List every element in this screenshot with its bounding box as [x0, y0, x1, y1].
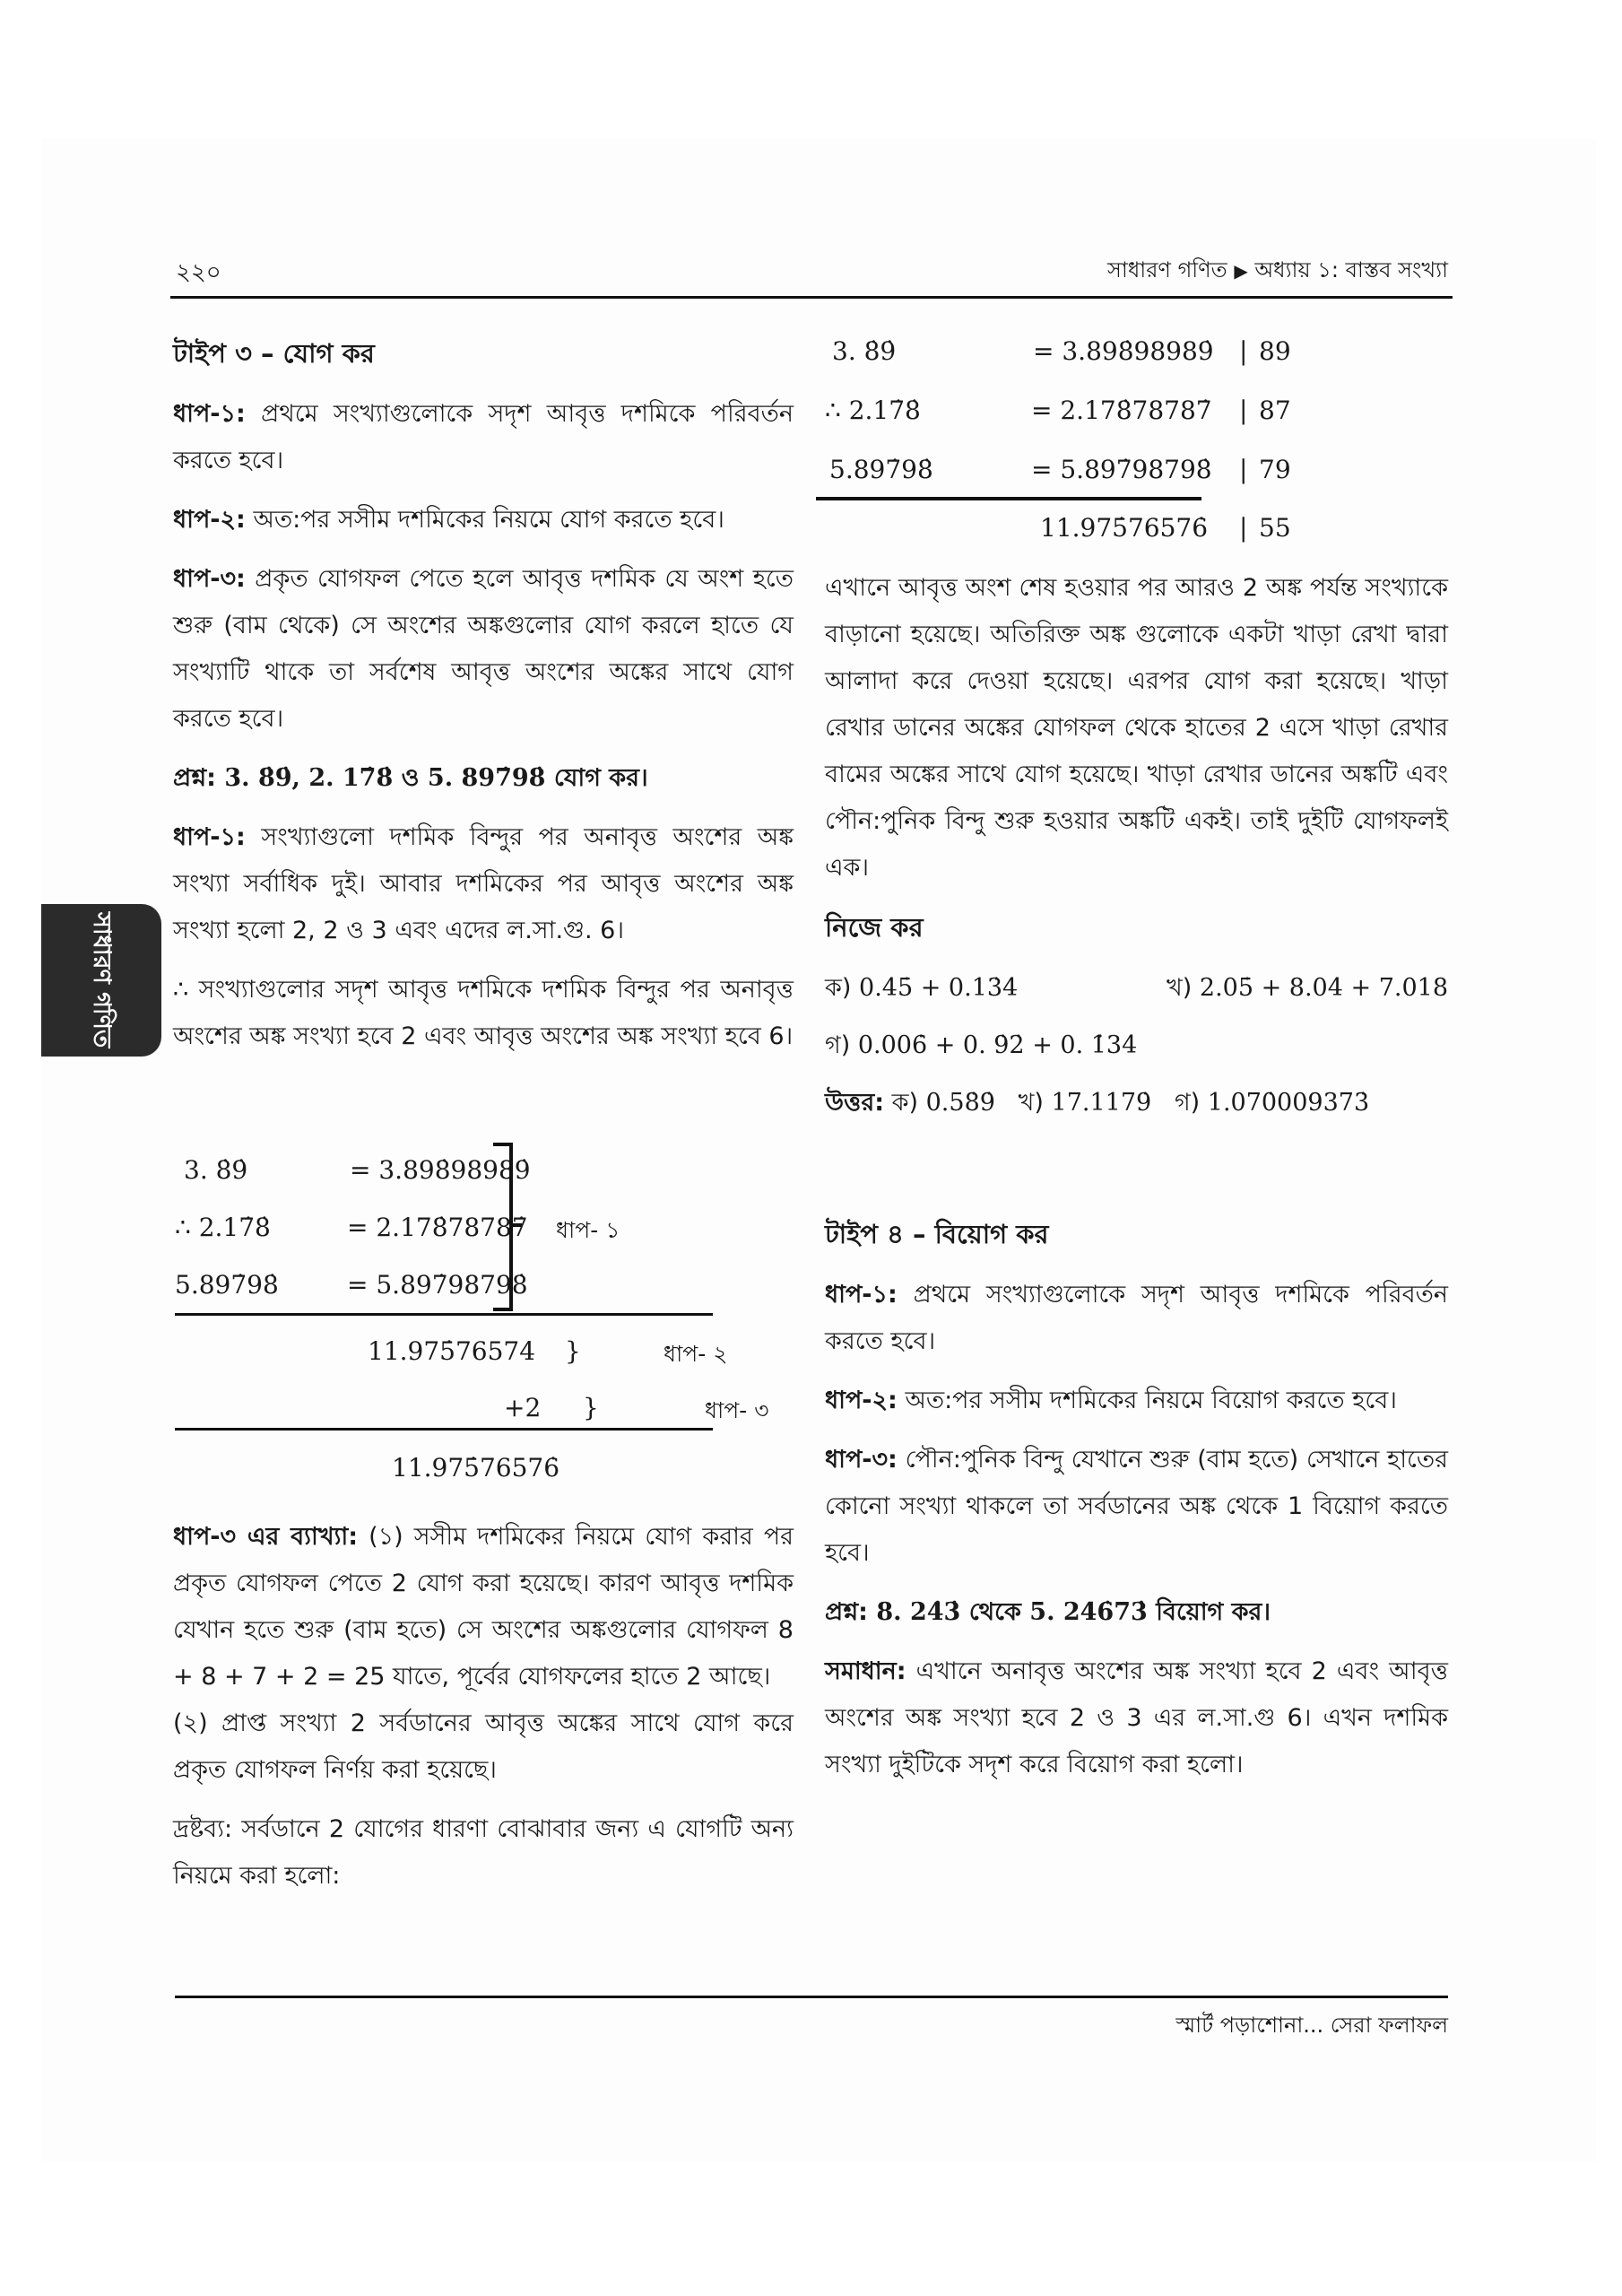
answer-ga-label: গ): [1174, 1089, 1201, 1117]
calc-row-3-rhs: = 5.897̇98798̇: [347, 1270, 528, 1300]
step-3-label: ধাপ-৩:: [173, 565, 246, 593]
side-tab: [41, 904, 161, 1057]
r-solution-label: সমাধান:: [825, 1657, 906, 1685]
left-column-top: [173, 330, 794, 1073]
question-text: 3. 8̇9̇, 2. 17̇8̇ ও 5. 897̇98̇ যোগ কর।: [215, 764, 648, 792]
step-1-label: ধাপ-১:: [173, 400, 246, 428]
r-calc-row-2-rhs: = 2.178̇78787̇: [1031, 396, 1212, 425]
r-calc-row-2-sep: |: [1239, 396, 1248, 425]
step-1: [173, 391, 794, 484]
practice-item-ka-label: ক): [825, 974, 852, 1002]
practice-item-kha-label: খ): [1167, 974, 1193, 1002]
play-arrow-icon: ▶: [1234, 260, 1248, 282]
r-question-text: 8. 24̇3̇ থেকে 5. 246̇73̇ বিয়োগ কর।: [867, 1598, 1271, 1626]
section-title-type3: টাইপ ৩ – যোগ কর: [173, 338, 375, 369]
answer-ka-label: ক): [891, 1089, 919, 1117]
answer-kha-value: 17.1179̇: [1051, 1089, 1152, 1117]
practice-item-kha-expr: 2.05̇ + 8.04̇ + 7.018: [1199, 974, 1448, 1002]
r-solution: [825, 1648, 1448, 1788]
calc-sum-brace: }: [565, 1336, 581, 1366]
footer-tagline: স্মার্ট পড়াশোনা... সেরা ফলাফল: [1175, 2013, 1448, 2038]
r-calc-row-1-lhs: 3. 8̇9̇: [832, 336, 897, 366]
solution-step-1-label: ধাপ-১:: [173, 823, 246, 851]
question-label: প্রশ্ন:: [173, 764, 216, 792]
step-3-explanation-text-1: (১) সসীম দশমিকের নিয়মে যোগ করার পর প্রকৃত যোগফল পেতে 2 যোগ করা হয়েছে। কারণ আবৃত্ত দশমিক যেখান হতে শুরু (বাম হতে) সে অংশের অঙ্কগুলোর যোগফল 8 + 8 + 7 + 2 = 25 যাতে, পূর্বের যোগফলের হাতে 2 আছে।: [173, 1523, 794, 1691]
r-calc-row-2-lhs: ∴ 2.17̇8̇: [825, 396, 921, 425]
footer-rule: [175, 1996, 1448, 1998]
r-calc-row-1-extra: 89: [1259, 336, 1291, 366]
solution-step-1-text: সংখ্যাগুলো দশমিক বিন্দুর পর অনাবৃত্ত অংশের অঙ্ক সংখ্যা সর্বাধিক দুই। আবার দশমিকের পর আবৃত্ত অংশের অঙ্ক সংখ্যা হলো 2, 2 ও 3 এবং এদের ল.সা.গু. 6।: [173, 823, 794, 944]
calc-carry-brace: }: [583, 1393, 599, 1422]
left-column-bottom: [173, 1514, 794, 1912]
r-step-3: [825, 1437, 1448, 1577]
note-text: দ্রষ্টব্য: সর্বডানে 2 যোগের ধারণা বোঝাবার জন্য এ যোগটি অন্য নিয়মে করা হলো:: [173, 1815, 794, 1890]
step-2-text: অত:পর সসীম দশমিকের নিয়মে যোগ করতে হবে।: [245, 506, 724, 534]
calc-row-1-rhs: = 3.898̇98989̇: [350, 1155, 531, 1185]
step-3: [173, 556, 794, 743]
calc-result: 11.975̇76576̇: [392, 1453, 560, 1483]
answer-kha-label: খ): [1018, 1089, 1044, 1117]
r-question-label: প্রশ্ন:: [825, 1598, 868, 1626]
section-title-type4: টাইপ ৪ – বিয়োগ কর: [825, 1219, 1049, 1249]
practice-title: নিজে কর: [825, 912, 924, 943]
answers-row: [825, 1080, 1448, 1126]
r-question: [825, 1589, 1448, 1636]
step-3-text: প্রকৃত যোগফল পেতে হলে আবৃত্ত দশমিক যে অংশ হতে শুরু (বাম থেকে) সে অংশের অঙ্কগুলোর যোগ করলে হাতে যে সংখ্যাটি থাকে তা সর্বশেষ আবৃত্ত অংশের অঙ্কের সাথে যোগ করতে হবে।: [173, 565, 794, 733]
answer-ka-value: 0.58̇9̇: [925, 1089, 995, 1117]
solution-step-1: [173, 814, 794, 954]
breadcrumb-chapter: অধ্যায় ১: বাস্তব সংখ্যা: [1254, 257, 1448, 283]
practice-row-2: [825, 1022, 1448, 1069]
step-3-explanation: [173, 1514, 794, 1700]
calc-row-3-lhs: 5.897̇98̇: [175, 1270, 279, 1300]
step-1-tag: ধাপ- ১: [556, 1217, 620, 1243]
step-1-text: প্রথমে সংখ্যাগুলোকে সদৃশ আবৃত্ত দশমিকে পরিবর্তন করতে হবে।: [173, 400, 794, 474]
side-tab-label: সাধারণ গণিত: [88, 912, 116, 1048]
r-step-2: [825, 1378, 1448, 1424]
r-step-3-label: ধাপ-৩:: [825, 1446, 898, 1474]
step-2-tag: ধাপ- ২: [664, 1341, 728, 1367]
practice-item-ka: [825, 965, 1018, 1012]
step-2: [173, 497, 794, 544]
answer-label: উত্তর:: [825, 1089, 884, 1117]
breadcrumb: [1107, 254, 1448, 290]
right-bracket-icon: [491, 1143, 527, 1313]
step-3-explanation-label: ধাপ-৩ এর ব্যাখ্যা:: [173, 1523, 359, 1551]
r-sum-rule: [816, 497, 1201, 500]
header-rule: [170, 296, 1453, 299]
practice-row-1: [825, 965, 1448, 1012]
r-step-1-text: প্রথমে সংখ্যাগুলোকে সদৃশ আবৃত্ত দশমিকে পরিবর্তন করতে হবে।: [825, 1281, 1448, 1355]
calc-row-2-lhs: ∴ 2.17̇8̇: [175, 1213, 271, 1242]
sum-rule-2: [175, 1428, 713, 1431]
page-number: ২২০: [176, 259, 221, 286]
right-explanation: এখানে আবৃত্ত অংশ শেষ হওয়ার পর আরও 2 অঙ্ক পর্যন্ত সংখ্যাকে বাড়ানো হয়েছে। অতিরিক্ত অঙ্ক গুলোকে একটা খাড়া রেখা দ্বারা আলাদা করে দেওয়া হয়েছে। এরপর যোগ করা হয়েছে। খাড়া রেখার ডানের অঙ্কের যোগফল থেকে হাতের 2 এসে খাড়া রেখার বামের অঙ্কের সাথে যোগ হয়েছে। খাড়া রেখার ডানের অঙ্কটি এবং পৌন:পুনিক বিন্দু শুরু হওয়ার অঙ্কটি একই। তাই দুইটি যোগফলই এক।: [825, 574, 1448, 882]
right-column-type4: [825, 1211, 1448, 1801]
r-calc-row-3-lhs: 5.897̇98̇: [829, 455, 933, 484]
step-2-label: ধাপ-২:: [173, 506, 246, 534]
calc-carry: +2: [504, 1393, 542, 1422]
breadcrumb-subject: সাধারণ গণিত: [1107, 257, 1227, 283]
therefore-text: ∴ সংখ্যাগুলোর সদৃশ আবৃত্ত দশমিকে দশমিক বিন্দুর পর অনাবৃত্ত অংশের অঙ্ক সংখ্যা হবে 2 এবং আবৃত্ত অংশের অঙ্ক সংখ্যা হবে 6।: [173, 976, 794, 1050]
r-step-1-label: ধাপ-১:: [825, 1281, 898, 1309]
r-calc-row-1-rhs: = 3.898̇98989̇: [1033, 336, 1214, 366]
calc-sum: 11.975̇76574: [368, 1336, 536, 1366]
sum-rule-1: [175, 1313, 713, 1316]
practice-item-kha: [1167, 965, 1448, 1012]
r-step-2-text: অত:পর সসীম দশমিকের নিয়মে বিয়োগ করতে হবে।: [897, 1387, 1397, 1414]
r-solution-text: এখানে অনাবৃত্ত অংশের অঙ্ক সংখ্যা হবে 2 এবং আবৃত্ত অংশের অঙ্ক সংখ্যা হবে 2 ও 3 এর ল.সা.গু 6। এখন দশমিক সংখ্যা দুইটিকে সদৃশ করে বিয়োগ করা হলো।: [825, 1657, 1448, 1779]
right-column: [825, 565, 1448, 1126]
r-calc-row-3-extra: 79: [1259, 455, 1291, 484]
practice-item-ga-label: গ): [825, 1031, 851, 1059]
calc-row-1-lhs: 3. 8̇9̇: [184, 1155, 248, 1185]
answer-ga-value: 1.070̇009373̇: [1207, 1089, 1370, 1117]
r-step-1: [825, 1272, 1448, 1365]
step-3-explanation-text-2: (২) প্রাপ্ত সংখ্যা 2 সর্বডানের আবৃত্ত অঙ্কের সাথে যোগ করে প্রকৃত যোগফল নির্ণয় করা হয়েছে।: [173, 1709, 794, 1784]
r-step-2-label: ধাপ-২:: [825, 1387, 898, 1414]
calc-row-2-rhs: = 2.178̇78787̇: [347, 1213, 528, 1242]
practice-item-ka-expr: 0.45̇ + 0.13̇4̇: [859, 974, 1019, 1002]
r-step-3-text: পৌন:পুনিক বিন্দু যেখানে শুরু (বাম হতে) সেখানে হাতের কোনো সংখ্যা থাকলে তা সর্বডানের অঙ্ক থেকে 1 বিয়োগ করতে হবে।: [825, 1446, 1448, 1567]
r-calc-row-3-sep: |: [1239, 455, 1248, 484]
r-calc-row-1-sep: |: [1239, 336, 1248, 366]
question: [173, 755, 794, 802]
r-calc-sum: 11.975̇76576̇: [1040, 513, 1209, 543]
r-calc-row-3-rhs: = 5.897̇98798̇: [1031, 455, 1212, 484]
r-calc-sum-sep: |: [1239, 513, 1248, 543]
practice-item-ga-expr: 0.006̇ + 0. 9̇2̇ + 0. 1̇34̇: [857, 1031, 1138, 1059]
r-calc-sum-extra: 55: [1259, 513, 1291, 543]
r-calc-row-2-extra: 87: [1259, 396, 1291, 425]
step-3-tag: ধাপ- ৩: [705, 1397, 769, 1423]
